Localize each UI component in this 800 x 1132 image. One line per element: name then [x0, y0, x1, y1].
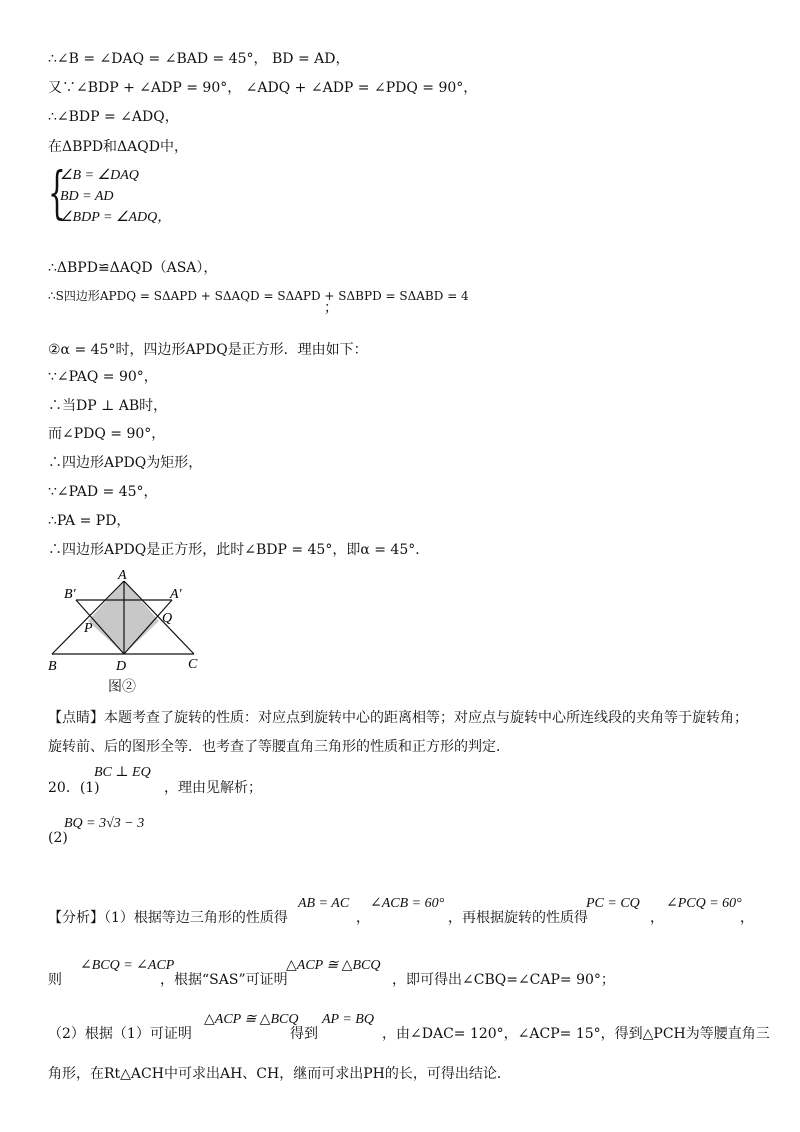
line-17: 旋转前、后的图形全等．也考查了等腰直角三角形的性质和正方形的判定．	[48, 739, 510, 755]
brace-icon: {	[48, 161, 66, 226]
line-3: ∴∠BDP = ∠ADQ，	[48, 109, 179, 125]
line-30: ∠PCQ = 60°	[666, 896, 742, 911]
line-14: ∴PA = PD，	[48, 513, 131, 529]
line-27: ，再根据旋转的性质得	[448, 910, 588, 926]
system-row-3	[60, 208, 171, 228]
line-31: ，	[740, 910, 754, 926]
line-38: △ACP ≅ △BCQ	[204, 1012, 299, 1027]
line-20: ，理由见解析；	[164, 780, 262, 796]
label-b-prime: B′	[64, 587, 76, 602]
line-5: ∴ΔBPD≌ΔAQD（ASA），	[48, 260, 218, 276]
line-7: ；	[324, 300, 338, 316]
line-37: （2）根据（1）可证明	[48, 1026, 192, 1042]
line-18: 20．(1)	[48, 780, 100, 796]
line-32: 则	[48, 972, 62, 988]
label-a: A	[118, 568, 127, 583]
line-25: ，	[356, 910, 370, 926]
line-2: 又∵∠BDP + ∠ADP = 90°， ∠ADQ + ∠ADP = ∠PDQ = 90°，	[48, 80, 478, 96]
line-10: ∴当DP ⊥ AB时，	[48, 398, 168, 414]
line-39: 得到	[290, 1026, 318, 1042]
line-1: ∴∠B = ∠DAQ = ∠BAD = 45°， BD = AD，	[48, 51, 350, 67]
label-p: P	[84, 621, 93, 636]
line-36: ，即可得出∠CBQ=∠CAP= 90°；	[392, 972, 615, 988]
system-row-2: BD = AD	[60, 189, 114, 204]
line-12: ∴四边形APDQ为矩形，	[48, 455, 203, 471]
line-22: BQ = 3√3 − 3	[64, 816, 145, 831]
label-q: Q	[162, 611, 173, 626]
line-23: 【分析】（1）根据等边三角形的性质得	[48, 910, 288, 926]
system-row-1: ∠B = ∠DAQ	[60, 168, 139, 183]
line-21: (2)	[48, 830, 68, 846]
line-6: ∴S四边形APDQ = SΔAPD + SΔAQD = SΔAPD + SΔBPD = SΔABD = 4	[48, 289, 469, 303]
line-16: 【点睛】本题考查了旋转的性质：对应点到旋转中心的距离相等；对应点与旋转中心所连线段的夹角等于旋转角；	[48, 710, 748, 726]
figure-caption: 图②	[108, 679, 136, 695]
line-33: ∠BCQ = ∠ACP	[80, 958, 175, 973]
geometry-figure	[46, 566, 206, 700]
line-40: AP = BQ	[322, 1012, 374, 1027]
line-15: ∴四边形APDQ是正方形，此时∠BDP = 45°，即α = 45°．	[48, 542, 430, 558]
line-24: AB = AC	[298, 896, 350, 911]
label-c: C	[188, 657, 198, 672]
line-13: ∵∠PAD = 45°，	[48, 484, 158, 500]
line-19: BC ⊥ EQ	[94, 765, 151, 780]
label-b: B	[48, 659, 57, 674]
system-comma: ，	[157, 210, 172, 225]
line-9: ∵∠PAQ = 90°，	[48, 369, 158, 385]
system-row-3-text: ∠BDP = ∠ADQ	[60, 210, 158, 225]
line-41: ，由∠DAC= 120°，∠ACP= 15°，得到△PCH为等腰直角三	[382, 1026, 770, 1042]
line-28: PC = CQ	[586, 896, 640, 911]
line-34: ，根据“SAS”可证明	[160, 972, 288, 988]
line-29: ，	[650, 910, 664, 926]
label-a-prime: A′	[170, 587, 182, 602]
line-42: 角形，在Rt△ACH中可求出AH、CH，继而可求出PH的长，可得出结论．	[48, 1066, 511, 1082]
line-8: ②α = 45°时，四边形APDQ是正方形．理由如下：	[48, 342, 368, 358]
line-11: 而∠PDQ = 90°，	[48, 426, 166, 442]
label-d: D	[116, 659, 127, 674]
line-4: 在ΔBPD和ΔAQD中，	[48, 139, 188, 155]
line-26: ∠ACB = 60°	[370, 896, 445, 911]
line-35: △ACP ≅ △BCQ	[286, 958, 381, 973]
